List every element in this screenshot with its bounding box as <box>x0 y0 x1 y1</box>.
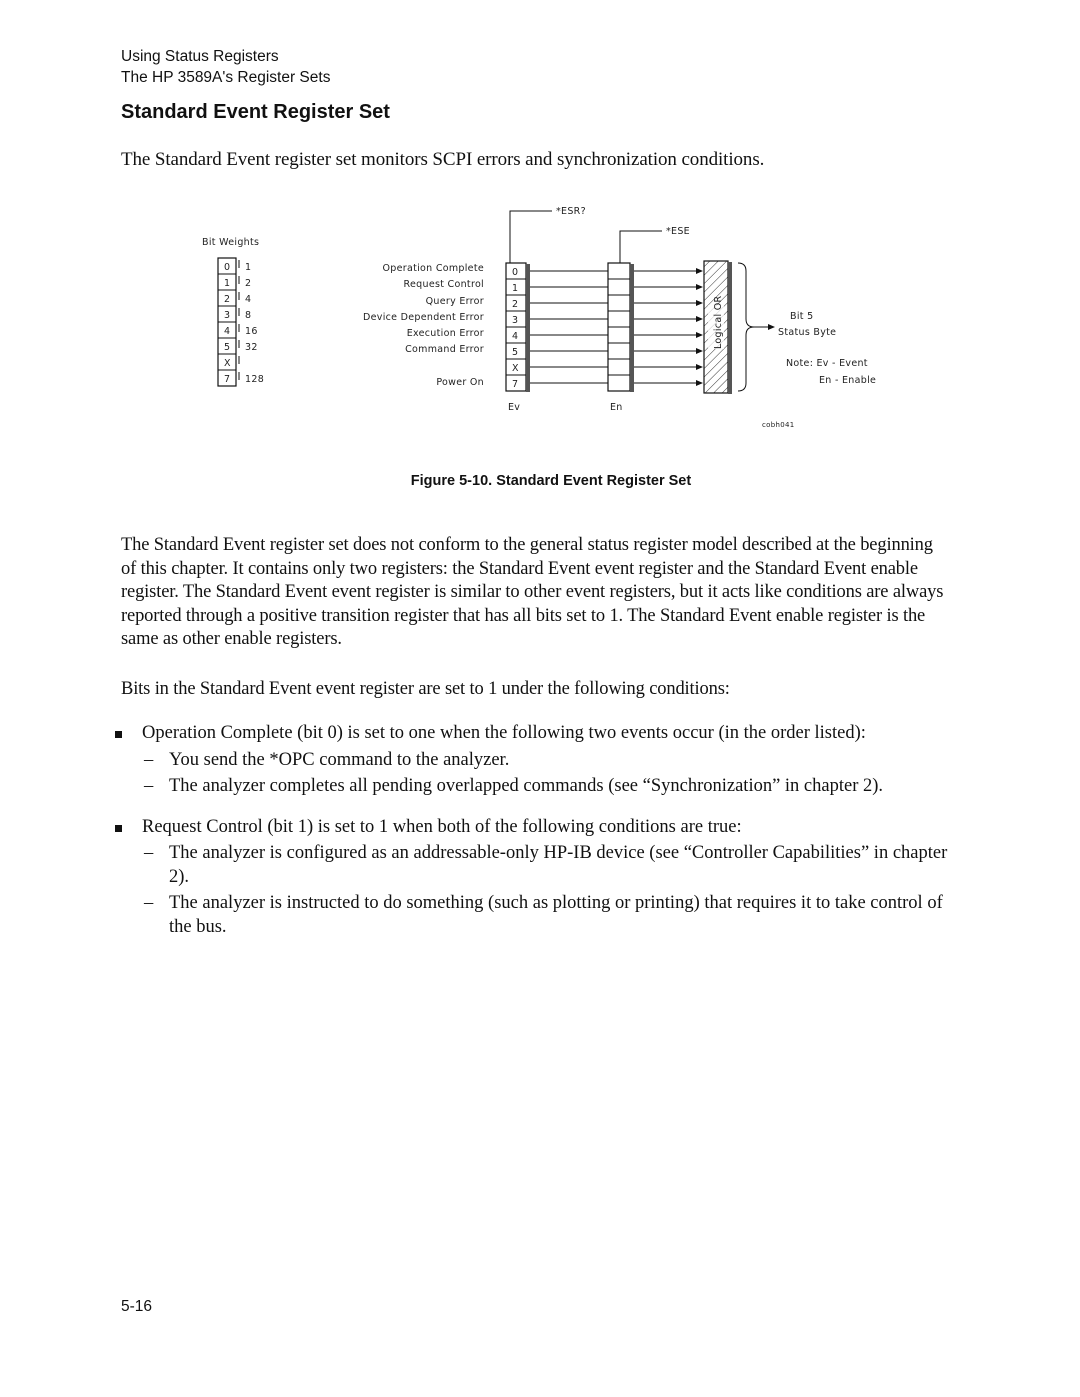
register-diagram <box>190 195 910 435</box>
svg-text:Power On: Power On <box>436 377 484 388</box>
event-register <box>506 263 530 413</box>
output-status-byte-label: Status Byte <box>778 327 837 338</box>
svg-text:X: X <box>224 358 231 369</box>
paragraph: The Standard Event register set does not conform to the general status register model described at the beginning of this chapter. It contains only two registers: the Standard Event event register and the Standard Event enable register. The Standard Event event register is similar to other event registers, but it acts like conditions are always reported through a positive transition register that has all bits set to 1. The Standard Event enable register is the same as other enable registers. <box>121 535 944 649</box>
running-header <box>121 46 330 88</box>
figure-caption: Figure 5-10. Standard Event Register Set <box>410 473 692 489</box>
ese-command-lead <box>620 226 690 263</box>
running-header-section: The HP 3589A's Register Sets <box>121 69 331 86</box>
svg-text:Device Dependent Error: Device Dependent Error <box>363 312 484 323</box>
svg-text:32: 32 <box>245 342 258 353</box>
svg-text:Request Control: Request Control <box>403 279 484 290</box>
svg-text:2: 2 <box>245 278 252 289</box>
esr-query-lead <box>510 206 586 263</box>
en-label: En <box>610 402 623 413</box>
bit-weights-table <box>218 258 264 386</box>
svg-text:128: 128 <box>245 374 265 385</box>
svg-text:3: 3 <box>512 315 519 326</box>
svg-text:*ESE: *ESE <box>666 226 690 237</box>
sub-list-item: – The analyzer is instructed to do something (such as plotting or printing) that requires it to take control of the bus. <box>144 893 943 937</box>
svg-text:Logical OR: Logical OR <box>713 295 724 349</box>
output-brace <box>738 263 774 391</box>
intro-paragraph: The Standard Event register set monitors SCPI errors and synchronization conditions. <box>121 149 765 170</box>
section-title: Standard Event Register Set <box>121 101 390 123</box>
svg-text:Command Error: Command Error <box>405 344 484 355</box>
bullet-square-icon <box>115 825 122 832</box>
dash-icon: – <box>144 843 154 863</box>
svg-text:2: 2 <box>224 294 231 305</box>
svg-text:Execution Error: Execution Error <box>406 328 484 339</box>
list-item-text: Operation Complete (bit 0) is set to one when the following two events occur (in the order listed): <box>142 723 866 743</box>
note-enable: En - Enable <box>819 375 877 386</box>
svg-text:1: 1 <box>245 262 252 273</box>
conditions-list <box>115 722 955 947</box>
svg-text:5: 5 <box>512 347 519 358</box>
paragraph: Bits in the Standard Event event register are set to 1 under the following conditions: <box>121 679 730 699</box>
svg-text:X: X <box>512 363 519 374</box>
condition-labels <box>363 263 484 388</box>
output-bit-label: Bit 5 <box>790 311 814 322</box>
svg-text:4: 4 <box>512 331 519 342</box>
sub-list-item: – The analyzer is configured as an addressable-only HP-IB device (see “Controller Capabilities” in chapter 2). <box>144 843 948 887</box>
sub-list-item: – The analyzer completes all pending overlapped commands (see “Synchronization” in chapter 2). <box>142 775 955 799</box>
bullet-square-icon <box>115 731 122 738</box>
sub-list-item: – You send the *OPC command to the analyzer. <box>142 749 955 773</box>
list-item <box>115 722 955 799</box>
svg-text:1: 1 <box>512 283 519 294</box>
svg-text:4: 4 <box>224 326 231 337</box>
svg-text:*ESR?: *ESR? <box>556 206 586 217</box>
svg-text:Operation Complete: Operation Complete <box>382 263 484 274</box>
svg-text:3: 3 <box>224 310 231 321</box>
enable-register <box>608 263 634 413</box>
svg-text:8: 8 <box>245 310 252 321</box>
svg-text:0: 0 <box>512 267 519 278</box>
svg-text:16: 16 <box>245 326 258 337</box>
dash-icon: – <box>144 893 154 913</box>
svg-text:4: 4 <box>245 294 252 305</box>
ev-label: Ev <box>508 402 521 413</box>
svg-text:2: 2 <box>512 299 519 310</box>
running-header-chapter: Using Status Registers <box>121 48 279 65</box>
svg-text:1: 1 <box>224 278 231 289</box>
enable-to-or-arrows <box>634 271 702 383</box>
svg-text:Query Error: Query Error <box>425 296 484 307</box>
svg-text:0: 0 <box>224 262 231 273</box>
svg-text:7: 7 <box>224 374 231 385</box>
event-to-enable-lines <box>530 271 608 383</box>
page-number: 5-16 <box>121 1298 153 1315</box>
list-item <box>115 816 955 940</box>
list-item-text: Request Control (bit 1) is set to 1 when both of the following conditions are true: <box>142 816 742 837</box>
figure-id: cobh041 <box>762 421 795 429</box>
dash-icon: – <box>144 749 154 770</box>
svg-text:7: 7 <box>512 379 519 390</box>
dash-icon: – <box>144 776 154 796</box>
logical-or-block <box>704 261 732 394</box>
bit-weights-label: Bit Weights <box>202 237 260 248</box>
svg-text:5: 5 <box>224 342 231 353</box>
note-event: Note: Ev - Event <box>786 358 868 369</box>
